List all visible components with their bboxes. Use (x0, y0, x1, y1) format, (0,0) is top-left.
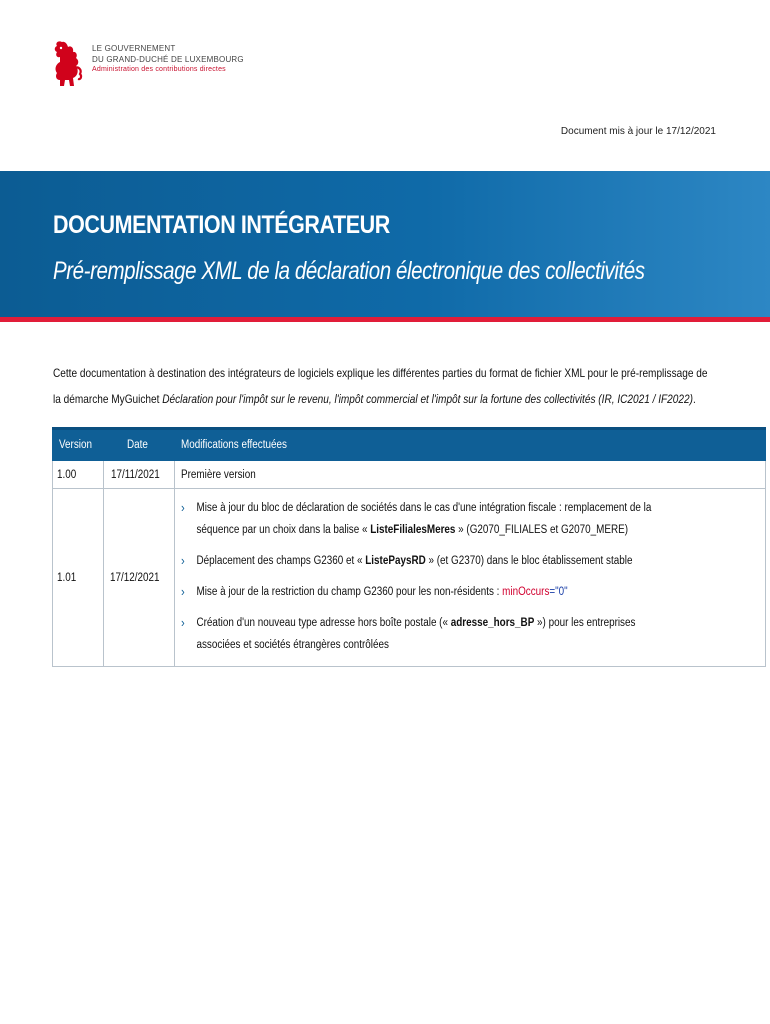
modification-item: › Mise à jour de la restriction du champ G2360 pour les non-résidents : minOccurs="0" (181, 581, 678, 603)
logo-line-government: LE GOUVERNEMENT (92, 44, 176, 53)
intro-italic-text: Déclaration pour l'impôt sur le revenu, l'impôt commercial et l'impôt sur la fortune des collectivités (IR, IC2021 / IF2022) (162, 392, 693, 406)
header-version: Version (53, 429, 104, 461)
chevron-right-icon: › (180, 584, 185, 599)
intro-text: Cette documentation à destination des intégrateurs de logiciels explique les différentes parties du format de fichier XML pour le pré-remplissage de la démarche MyGuichet (53, 366, 708, 406)
chevron-right-icon: › (180, 553, 185, 568)
update-date: Document mis à jour le 17/12/2021 (560, 126, 716, 137)
modification-item: › Mise à jour du bloc de déclaration de sociétés dans le cas d'une intégration fiscale : remplacement de la séquence par un choix dans la balise « ListeFilialesMeres » (G2070_FILIALES et G2070_MERE) (181, 497, 678, 541)
cell-modifications: Première version (174, 461, 765, 489)
intro-paragraph (53, 360, 717, 412)
modification-item: › Déplacement des champs G2360 et « ListePaysRD » (et G2370) dans le bloc établissement stable (181, 550, 678, 572)
government-logo (48, 38, 248, 98)
cell-version: 1.01 (53, 489, 104, 667)
cell-date: 17/12/2021 (104, 489, 175, 667)
chevron-right-icon: › (180, 615, 185, 630)
cell-modifications (174, 489, 765, 667)
document-title: DOCUMENTATION INTÉGRATEUR (53, 211, 390, 239)
changes-table (52, 427, 766, 667)
red-lion-icon (48, 38, 84, 90)
cell-date: 17/11/2021 (104, 461, 175, 489)
modification-item: › Création d'un nouveau type adresse hors boîte postale (« adresse_hors_BP ») pour les entreprises associées et sociétés étrangères contrôlées (181, 612, 678, 656)
table-row (53, 461, 766, 489)
table-row (53, 489, 766, 667)
title-banner (0, 171, 770, 317)
header-modifications: Modifications effectuées (174, 429, 765, 461)
header-date: Date (104, 429, 175, 461)
table-header-row (53, 429, 766, 461)
logo-line-grand-duche: DU GRAND-DUCHÉ DE LUXEMBOURG (92, 54, 244, 64)
logo-line-administration: Administration des contributions directes (92, 66, 226, 73)
banner-red-stripe (0, 317, 770, 322)
document-subtitle: Pré-remplissage XML de la déclaration électronique des collectivités (53, 257, 645, 285)
cell-version: 1.00 (53, 461, 104, 489)
intro-period: . (692, 392, 696, 406)
chevron-right-icon: › (180, 500, 185, 515)
